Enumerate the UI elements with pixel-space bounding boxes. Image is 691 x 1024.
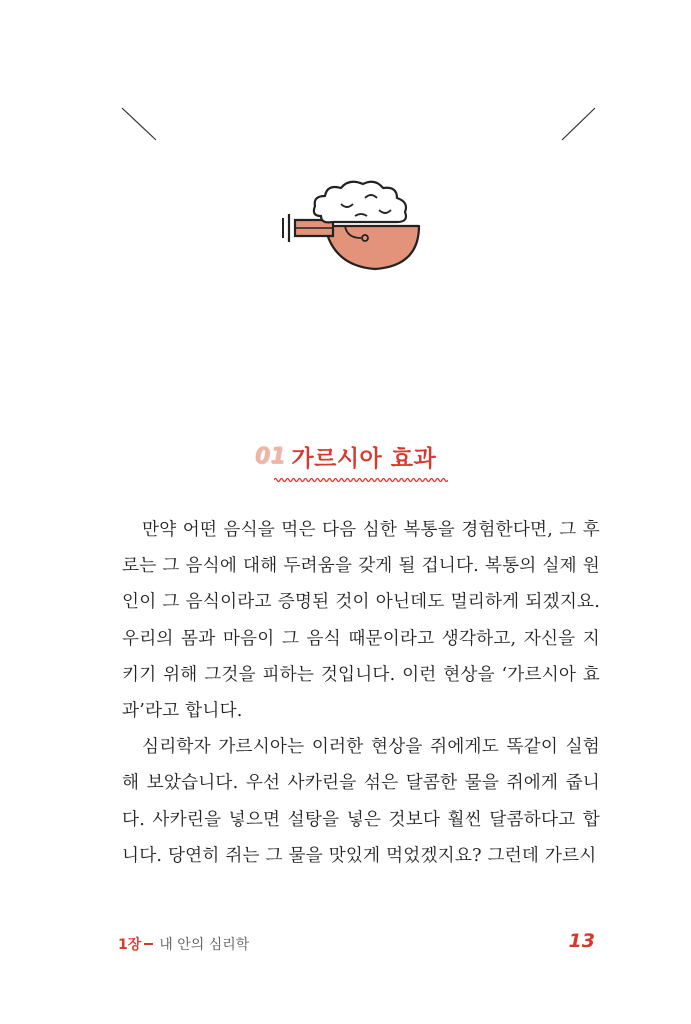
chapter-mark [144,943,153,945]
left-diagonal-line [122,108,156,140]
section-number: 01 [254,444,286,469]
decorative-corner-lines [0,0,691,200]
wavy-underline [274,476,448,484]
chapter-title: 내 안의 심리학 [159,937,250,953]
section-heading [0,440,691,473]
body-text [122,512,600,874]
paragraph: 만약 어떤 음식을 먹은 다음 심한 복통을 경험한다면, 그 후로는 그 음식에 대해 두려움을 갖게 될 겁니다. 복통의 실제 원인이 그 음식이라고 증명된 것이 아닌데도 멀리하게 되겠지요. 우리의 몸과 마음이 그 음식 때문이라고 생각하고, 자신을 지키기 위해 그것을 피하는 것입니다. 이런 현상을 ‘가르시아 효과’라고 합니다. [122,520,600,722]
chapter-label: 1장 [118,937,142,953]
right-diagonal-line [562,108,595,140]
section-title: 가르시아 효과 [291,446,437,472]
brain-in-bowl-icon [281,176,423,272]
paragraph: 심리학자 가르시아는 이러한 현상을 쥐에게도 똑같이 실험해 보았습니다. 우선 사카린을 섞은 달콤한 물을 쥐에게 줍니다. 사카린을 넣으면 설탕을 넣은 것보다 훨씬 달콤하다고 합니다. 당연히 쥐는 그 물을 맛있게 먹었겠지요? 그런데 가르시 [122,737,600,866]
chapter-footer [118,934,249,954]
page-number: 13 [568,930,595,952]
